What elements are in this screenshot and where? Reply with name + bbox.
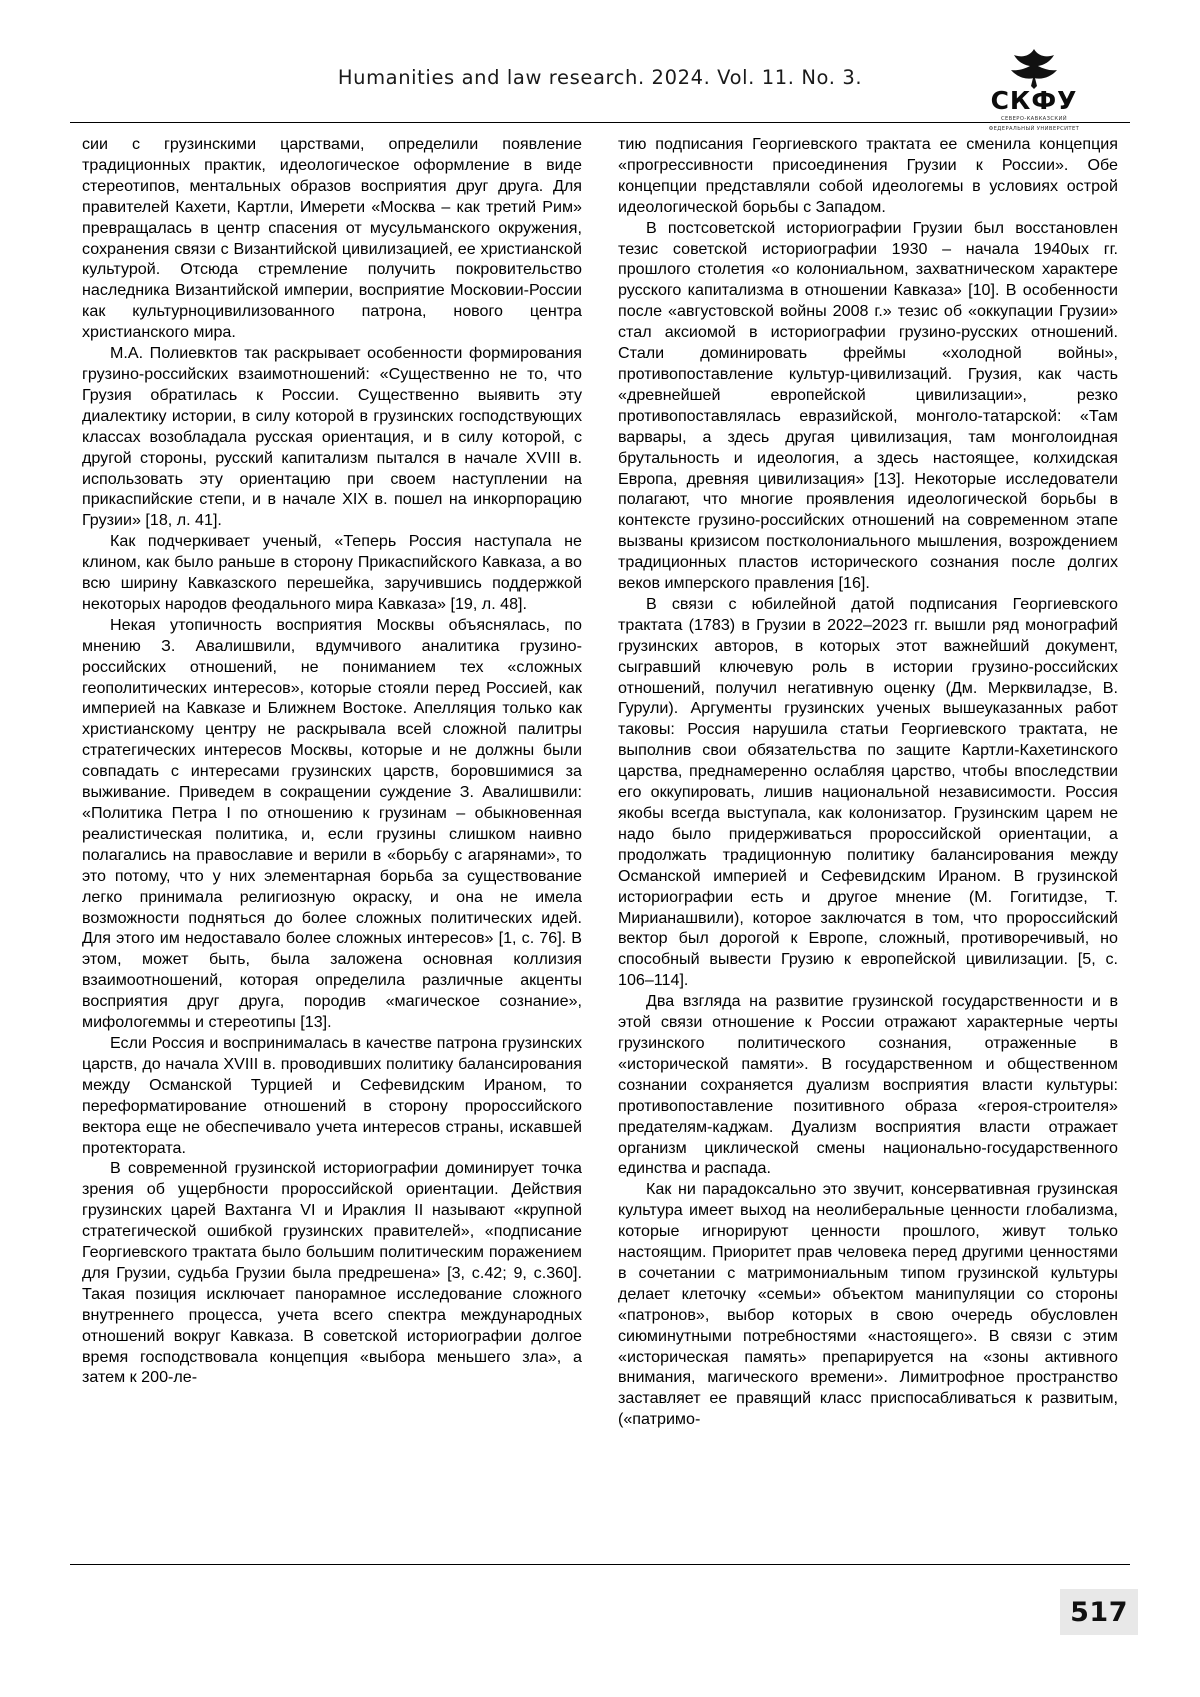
paragraph: М.А. Полиевктов так раскрывает особенности формирования грузино-российских взаимотношений: «Существенно не то, что Грузия обратилась к России. Существенно выявить эту диалектику истории, в силу которой в грузинских господствующих классах возобладала русская ориентация, и в силу которой, с другой стороны, русский капитализм пытался в начале XVIII в. использовать эту ориентацию при своем наступлении на прикаспийские степи, и в начале XIX в. пошел на инкорпорацию Грузии» [18, л. 41].: [82, 344, 582, 530]
paragraph: В связи с юбилейной датой подписания Георгиевского трактата (1783) в Грузии в 2022–2023 гг. вышли ряд монографий грузинских авторов, в которых этот важнейший документ, сыгравший ключевую роль в истории грузино-российских отношений, получил негативную оценку (Дм. Мерквиладзе, В. Гурули). Аргументы грузинских ученых вышеуказанных работ таковы: Россия нарушила статьи Георгиевского трактата, не выполнив свои обязательства по защите Картли-Кахетинского царства, преднамеренно ослабляя царство, чтобы впоследствии его оккупировать, лишив национальной независимости. Россия якобы всегда выступала, как колонизатор. Грузинским царем не надо было придерживаться пророссийской ориентации, а продолжать традиционную политику балансирования между Османской империей и Сефевидским Ираном. В грузинской историографии есть и другое мнение (М. Гогитидзе, Т. Мирианашвили), которое заключатся в том, что пророссийский вектор был дорогой к Европе, сложный, противоречивый, но способный вывести Грузию к европейской цивилизации. [5, с. 106–114].: [618, 594, 1118, 990]
paragraph: Некая утопичность восприятия Москвы объяснялась, по мнению З. Авалишвили, вдумчивого аналитика грузино-российских отношений, не пониманием тех «сложных геополитических интересов», которые стояли перед Россией, как империей на Кавказе и Ближнем Востоке. Апелляция только как христианскому центру не раскрывала всей сложной палитры стратегических интересов Москвы, которые и не должны были совпадать с интересами грузинских царств, боровшимися за выживание. Приведем в сокращении суждение З. Авалишвили: «Политика Петра I по отношению к грузинам – обыкновенная реалистическая политика, и, если грузины слишком наивно полагались на православие и верили в «борьбу с агарянами», то это потому, что у них элементарная борьба за существование легко принимала религиозную окраску, и она не имела возможности подняться до более сложных политических идей. Для этого им недоставало более сложных интересов» [1, с. 76]. В этом, может быть, была заложена основная коллизия взаимоотношений, которая определила различные акценты восприятия друг друга, породив «магическое сознание», мифологеммы и стереотипы [13].: [82, 615, 582, 1032]
paragraph: сии с грузинскими царствами, определили появление традиционных практик, идеологическое оформление в виде стереотипов, ментальных образов восприятия друг друга. Для правителей Кахети, Картли, Имерети «Москва – как третий Рим» превращалась в центр спасения от мусульманского окружения, сохранения связи с Византийской цивилизацией, ее христианской культурой. Отсюда стремление получить покровительство наследника Византийской империи, восприятие Московии-России как культурноцивилизованного патрона, нового центра христианского мира.: [82, 135, 582, 342]
paragraph: Как ни парадоксально это звучит, консервативная грузинская культура имеет выход на неолиберальные ценности глобализма, которые игнорируют ценности прошлого, живут только настоящим. Приоритет прав человека перед другими ценностями в сочетании с матримониальным типом грузинской культуры делает клеточку «семьи» объектом манипуляции со стороны «патронов», выбор которых в свою очередь обусловлен сиюминутными потребностями «настоящего». В связи с этим «историческая память» препарируется на «зоны активного внимания, магического времени». Лимитрофное пространство заставляет ее правящий класс приспосабливаться к развитым, («патримо-: [618, 1180, 1118, 1429]
body-columns: [82, 134, 1118, 1484]
running-title: Humanities and law research. 2024. Vol. 11. No. 3.: [337, 66, 863, 89]
paragraph: тию подписания Георгиевского трактата ее сменила концепция «прогрессивности присоединения Грузии к России». Обе концепции представляли собой идеологемы в условиях острой идеологической борьбы с Западом.: [618, 135, 1118, 216]
logo-subtitle-line2: ФЕДЕРАЛЬНЫЙ УНИВЕРСИТЕТ: [988, 125, 1080, 132]
page-header: [70, 44, 1130, 132]
page-number: 517: [1070, 1596, 1128, 1628]
page-number-badge: [1060, 1589, 1138, 1635]
logo-subtitle-line1: СЕВЕРО-КАВКАЗСКИЙ: [1000, 116, 1068, 122]
right-column: [618, 134, 1118, 1484]
footer-divider: [70, 1564, 1130, 1565]
header-divider: [70, 122, 1130, 123]
paragraph: Если Россия и воспринималась в качестве патрона грузинских царств, до начала XVIII в. проводивших политику балансирования между Османской Турцией и Сефевидским Ираном, то переформатирование отношений в сторону пророссийского вектора еще не обеспечивало учета интересов страны, искавшей протектората.: [82, 1033, 582, 1157]
paragraph: Как подчеркивает ученый, «Теперь Россия наступала не клином, как было раньше в сторону Прикаспийского Кавказа, а во всю ширину Кавказского перешейка, заручившись поддержкой некоторых народов феодального мира Кавказа» [19, л. 48].: [82, 532, 582, 613]
paragraph: Два взгляда на развитие грузинской государственности и в этой связи отношение к России отражают характерные черты грузинского политического сознания, отраженные в «исторической памяти». В государственном и общественном сознании сохраняется дуализм восприятия власти культуры: противопоставление позитивного образа «героя-строителя» предателям-каджам. Дуализм восприятия власти отражает организм циклической смены национально-государственного единства и распада.: [618, 992, 1118, 1178]
logo-name: СКФУ: [990, 86, 1078, 115]
left-column: [82, 134, 582, 1484]
university-logo: [964, 44, 1104, 132]
eagle-icon: [964, 44, 1104, 90]
paragraph: В современной грузинской историографии доминирует точка зрения об ущербности пророссийской ориентации. Действия грузинских царей Вахтанга VI и Ираклия II называют «крупной стратегической ошибкой грузинских правителей», «подписание Георгиевского трактата было большим политическим поражением для Грузии, судьба Грузии была предрешена» [3, с.42; 9, с.360]. Такая позиция исключает панорамное исследование сложного внутреннего процесса, учета всего спектра международных отношений вокруг Кавказа. В советской историографии долгое время господствовала концепция «выбора меньшего зла», а затем к 200-ле-: [82, 1159, 582, 1387]
paragraph: В постсоветской историографии Грузии был восстановлен тезис советской историографии 1930 – начала 1940ых гг. прошлого столетия «о колониальном, захватническом характере русского капитализма в отношении Кавказа» [10]. В особенности после «августовской войны 2008 г.» тезис об «оккупации Грузии» стал аксиомой в историографии грузино-русских отношений. Стали доминировать фреймы «холодной войны», противопоставление культур-цивилизаций. Грузия, как часть «древнейшей европейской цивилизации», резко противопоставлялась евразийской, монголо-татарской: «Там варвары, а здесь другая цивилизация, там монголоидная брутальность и идеология, а здесь настоящее, колхидская Европа, древняя цивилизация» [13]. Некоторые исследователи полагают, что многие проявления идеологической борьбы в контексте грузино-российских отношений на современном этапе вызваны кризисом постколониального мышления, возрождением традиционных пластов исторического сознания после долгих веков имперского правления [16].: [618, 218, 1118, 593]
